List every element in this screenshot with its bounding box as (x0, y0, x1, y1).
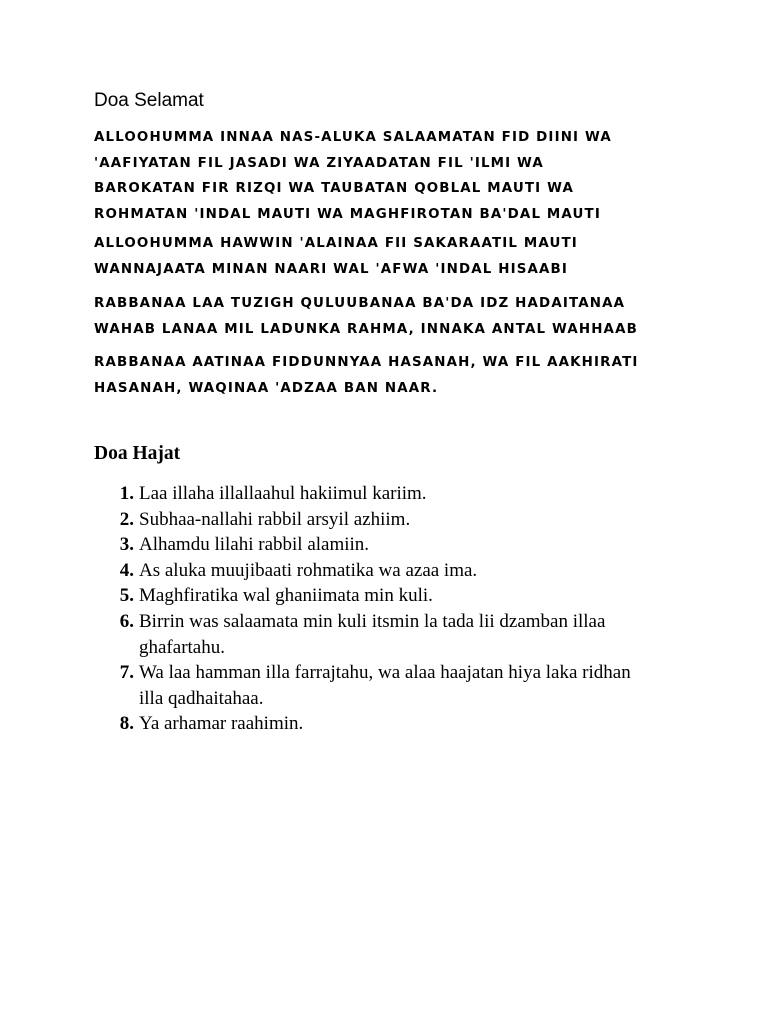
text-line: ALLOOHUMMA HAWWIN 'ALAINAA FII SAKARAATIL MAUTI (94, 236, 578, 251)
list-item (94, 481, 714, 507)
list-item-number: 2. (119, 508, 134, 530)
doa-hajat-list (94, 481, 714, 737)
text-line: illa qadhaitahaa. (139, 687, 264, 709)
doa-selamat-paragraph (94, 125, 694, 227)
list-item (94, 558, 714, 584)
text-line: 'AAFIYATAN FIL JASADI WA ZIYAADATAN FIL 'ILMI WA (94, 155, 544, 171)
list-item (94, 609, 714, 660)
list-item-number: 5. (119, 585, 134, 607)
list-item-number: 3. (119, 534, 134, 556)
list-item (94, 583, 714, 609)
text-line: HASANAH, WAQINAA 'ADZAA BAN NAAR. (94, 380, 439, 396)
doa-selamat-paragraph (94, 231, 694, 282)
list-item-number: 8. (119, 713, 134, 735)
list-item-text (139, 609, 714, 660)
text-line: ROHMATAN 'INDAL MAUTI WA MAGHFIROTAN BA'DAL MAUTI (94, 206, 601, 222)
list-item-number: 6. (119, 610, 134, 632)
list-item-number: 1. (119, 483, 134, 504)
list-item (94, 711, 714, 737)
doa-selamat-paragraph (94, 291, 694, 342)
list-item-text (139, 558, 714, 584)
list-item-text (139, 481, 714, 507)
text-line: Ya arhamar raahimin. (139, 713, 304, 735)
text-line: RABBANAA LAA TUZIGH QULUUBANAA BA'DA IDZ HADAITANAA (94, 296, 626, 311)
doa-hajat-heading: Doa Hajat (94, 443, 181, 464)
text-line: ghafartahu. (139, 636, 225, 658)
text-line: RABBANAA AATINAA FIDDUNNYAA HASANAH, WA FIL AAKHIRATI (94, 355, 639, 370)
text-line: As aluka muujibaati rohmatika wa azaa ima. (139, 559, 478, 581)
list-item (94, 532, 714, 558)
text-line: Laa illaha illallaahul hakiimul kariim. (139, 483, 427, 504)
doa-selamat-paragraph (94, 350, 694, 401)
list-item (94, 507, 714, 533)
list-item-number: 4. (119, 559, 134, 581)
text-line: WAHAB LANAA MIL LADUNKA RAHMA, INNAKA ANTAL WAHHAAB (94, 321, 638, 337)
text-line: ALLOOHUMMA INNAA NAS-ALUKA SALAAMATAN FID DIINI WA (94, 130, 612, 145)
text-line: Wa laa hamman illa farrajtahu, wa alaa haajatan hiya laka ridhan (139, 662, 631, 684)
text-line: Subhaa-nallahi rabbil arsyil azhiim. (139, 508, 411, 530)
list-item (94, 660, 714, 711)
text-line: Maghfiratika wal ghaniimata min kuli. (139, 585, 433, 607)
text-line: BAROKATAN FIR RIZQI WA TAUBATAN QOBLAL MAUTI WA (94, 181, 574, 196)
text-line: Birrin was salaamata min kuli itsmin la tada lii dzamban illaa (139, 610, 606, 632)
doa-selamat-heading: Doa Selamat (94, 90, 204, 111)
text-line: Alhamdu lilahi rabbil alamiin. (139, 534, 370, 556)
list-item-text (139, 532, 714, 558)
list-item-number: 7. (119, 662, 134, 684)
text-line: WANNAJAATA MINAN NAARI WAL 'AFWA 'INDAL HISAABI (94, 261, 569, 277)
list-item-text (139, 711, 714, 737)
list-item-text (139, 583, 714, 609)
list-item-text (139, 507, 714, 533)
list-item-text (139, 660, 714, 711)
